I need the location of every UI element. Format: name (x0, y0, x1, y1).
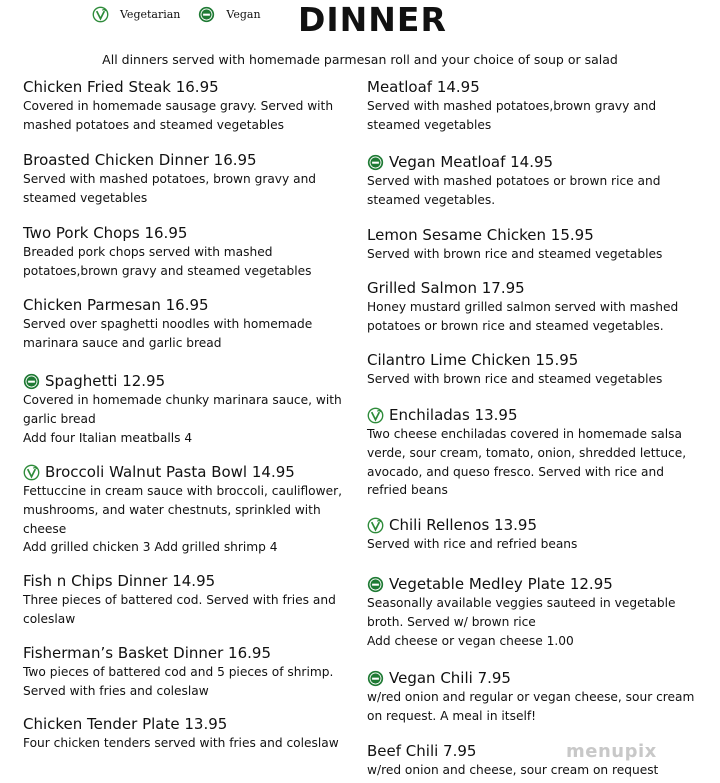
menu-item-name (23, 644, 353, 663)
menu-item-description: Two cheese enchiladas covered in homemade salsa (367, 427, 682, 441)
menu-item (367, 78, 712, 135)
menu-item (367, 575, 712, 650)
menu-item-description: Covered in homemade chunky marinara sauce, with (23, 393, 342, 407)
menu-item-description: steamed vegetables (23, 190, 148, 205)
legend-vegan (198, 6, 260, 23)
menu-item-title: Fish n Chips Dinner 14.95 (23, 572, 216, 590)
menu-item-description: cheese (23, 521, 67, 536)
menu-item (367, 153, 712, 210)
menu-item (23, 715, 353, 753)
menu-item-title: Beef Chili 7.95 (367, 742, 477, 760)
menu-item-description: Add grilled chicken 3 Add grilled shrimp 4 (23, 540, 278, 555)
menu-item (23, 224, 353, 281)
menu-item-description: Four chicken tenders served with fries and coleslaw (23, 736, 339, 750)
menu-item-title: Two Pork Chops 16.95 (23, 224, 188, 242)
vegan-icon (367, 670, 384, 687)
menu-item-description: Three pieces of battered cod. Served with fries and (23, 593, 336, 607)
menu-item-description: coleslaw (23, 611, 76, 626)
menu-item (23, 644, 353, 701)
menu-item-description: Served with mashed potatoes, brown gravy and (23, 172, 317, 186)
menu-item-description: Served with rice and refried beans (367, 537, 578, 551)
menu-item-title: Chicken Fried Steak 16.95 (23, 78, 219, 96)
menu-item-description: w/red onion and regular or vegan cheese, sour cream (367, 690, 695, 704)
menu-item-name (367, 669, 712, 688)
menu-item-description: refried beans (367, 483, 448, 498)
menu-item-name (23, 78, 353, 97)
menu-item-name (23, 715, 353, 734)
menu-item-title: Vegan Meatloaf 14.95 (389, 153, 554, 171)
vegan-icon (367, 576, 384, 593)
menu-item-description: marinara sauce and garlic bread (23, 335, 222, 350)
menu-item (23, 572, 353, 629)
vegan-icon (198, 6, 215, 23)
menu-item-title: Broasted Chicken Dinner 16.95 (23, 151, 257, 169)
vegan-icon (367, 154, 384, 171)
menu-item-description: w/red onion and cheese, sour cream on request (367, 763, 659, 777)
menu-item-description: Add cheese or vegan cheese 1.00 (367, 633, 574, 648)
menu-item-title: Fisherman’s Basket Dinner 16.95 (23, 644, 271, 662)
menu-item-description: Fettuccine in cream sauce with broccoli, cauliflower, (23, 484, 342, 498)
menu-item-title: Lemon Sesame Chicken 15.95 (367, 226, 594, 244)
menu-item-name (367, 153, 712, 172)
menu-item-title: Broccoli Walnut Pasta Bowl 14.95 (45, 463, 295, 481)
menu-item (367, 516, 712, 554)
vegetarian-icon (92, 6, 109, 23)
vegan-icon (23, 373, 40, 390)
menu-item-title: Grilled Salmon 17.95 (367, 279, 525, 297)
menu-item-name (23, 572, 353, 591)
menu-item-name (367, 406, 712, 425)
menu-item-name (23, 296, 353, 315)
menu-item (367, 669, 712, 726)
menu-item-description: steamed vegetables. (367, 192, 496, 207)
vegetarian-icon (367, 517, 384, 534)
menu-item-description: Served with brown rice and steamed vegetables (367, 247, 663, 261)
menu-item-name (367, 575, 712, 594)
menu-item-description: Breaded pork chops served with mashed (23, 245, 273, 259)
menu-item-description: Served with mashed potatoes or brown rice and (367, 174, 661, 188)
menu-item-description: Add four Italian meatballs 4 (23, 430, 193, 445)
menu-item-description: Served with brown rice and steamed vegetables (367, 372, 663, 386)
menu-item-title: Enchiladas 13.95 (389, 406, 518, 424)
menu-item-description: on request. A meal in itself! (367, 708, 537, 723)
menu-item-title: Spaghetti 12.95 (45, 372, 166, 390)
menu-item (23, 78, 353, 135)
menu-item-description: verde, sour cream, tomato, onion, shredded lettuce, (367, 445, 687, 460)
menu-item-description: Served over spaghetti noodles with homemade (23, 317, 313, 331)
menu-item (23, 372, 353, 447)
legend-vegetarian (92, 6, 180, 23)
menu-item (367, 742, 712, 780)
menu-item-title: Vegetable Medley Plate 12.95 (389, 575, 613, 593)
menu-item (367, 226, 712, 264)
menu-item-name (23, 224, 353, 243)
menu-item-description: Honey mustard grilled salmon served with mashed (367, 300, 679, 314)
menu-item (367, 406, 712, 500)
menu-item (23, 463, 353, 557)
vegetarian-icon (23, 464, 40, 481)
menu-item-name (367, 351, 712, 370)
menu-item-description: Served with fries and coleslaw (23, 683, 209, 698)
menu-item-title: Chicken Parmesan 16.95 (23, 296, 209, 314)
menu-item (23, 296, 353, 353)
menu-item (367, 351, 712, 389)
menu-item-description: mushrooms, and water chestnuts, sprinkled with (23, 502, 321, 517)
menu-item-name (23, 151, 353, 170)
menu-item-title: Vegan Chili 7.95 (389, 669, 511, 687)
menu-item-name (23, 463, 353, 482)
legend-vegan-label: Vegan (226, 8, 261, 21)
menu-item (367, 279, 712, 336)
menu-item-description: steamed vegetables (367, 117, 492, 132)
menu-item-title: Cilantro Lime Chicken 15.95 (367, 351, 579, 369)
menu-item-title: Chili Rellenos 13.95 (389, 516, 538, 534)
menu-item (23, 151, 353, 208)
menu-item-description: Two pieces of battered cod and 5 pieces of shrimp. (23, 665, 334, 679)
diet-legend (92, 6, 279, 23)
menu-item-name (367, 279, 712, 298)
watermark-logo: menupix (566, 741, 657, 762)
menu-item-description: Covered in homemade sausage gravy. Served with (23, 99, 334, 113)
menu-item-description: mashed potatoes and steamed vegetables (23, 117, 284, 132)
page-title: DINNER (298, 0, 447, 39)
menu-item-name (367, 742, 712, 761)
menu-item-description: potatoes or brown rice and steamed vegetables. (367, 318, 664, 333)
page-subtitle: All dinners served with homemade parmesan roll and your choice of soup or salad (102, 52, 618, 67)
menu-item-name (367, 78, 712, 97)
menu-item-name (23, 372, 353, 391)
legend-vegetarian-label: Vegetarian (120, 8, 181, 21)
vegetarian-icon (367, 407, 384, 424)
menu-item-description: garlic bread (23, 411, 96, 426)
menu-item-description: avocado, and queso fresco. Served with rice and (367, 464, 664, 479)
menu-item-description: broth. Served w/ brown rice (367, 614, 536, 629)
menu-item-name (367, 516, 712, 535)
menu-item-name (367, 226, 712, 245)
menu-item-title: Chicken Tender Plate 13.95 (23, 715, 228, 733)
menu-item-description: potatoes,brown gravy and steamed vegetables (23, 263, 312, 278)
menu-item-description: Seasonally available veggies sauteed in vegetable (367, 596, 676, 610)
menu-item-description: Served with mashed potatoes,brown gravy and (367, 99, 657, 113)
menu-item-title: Meatloaf 14.95 (367, 78, 480, 96)
